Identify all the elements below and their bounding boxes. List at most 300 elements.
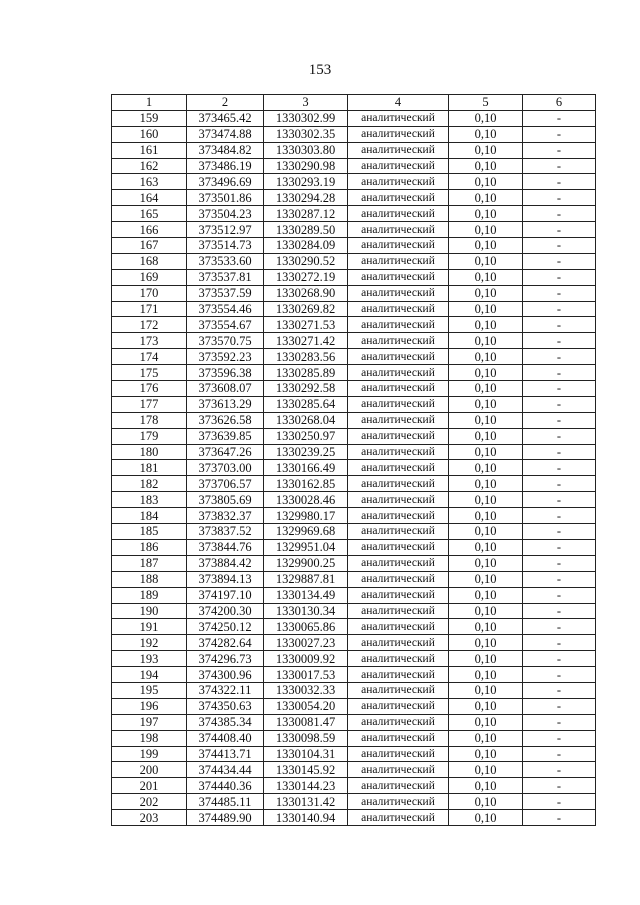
note-cell: - bbox=[523, 539, 596, 555]
note-cell: - bbox=[523, 222, 596, 238]
point-number-cell: 169 bbox=[112, 269, 187, 285]
method-cell: аналитический bbox=[348, 190, 449, 206]
accuracy-cell: 0,10 bbox=[449, 460, 523, 476]
point-number-cell: 172 bbox=[112, 317, 187, 333]
point-number-cell: 167 bbox=[112, 238, 187, 254]
table-row bbox=[112, 301, 596, 317]
point-number-cell: 186 bbox=[112, 539, 187, 555]
point-number-cell: 161 bbox=[112, 142, 187, 158]
accuracy-cell: 0,10 bbox=[449, 508, 523, 524]
table-row bbox=[112, 174, 596, 190]
y-coordinate-cell: 1329980.17 bbox=[264, 508, 348, 524]
note-cell: - bbox=[523, 555, 596, 571]
accuracy-cell: 0,10 bbox=[449, 651, 523, 667]
point-number-cell: 182 bbox=[112, 476, 187, 492]
x-coordinate-cell: 374350.63 bbox=[187, 698, 264, 714]
x-coordinate-cell: 373486.19 bbox=[187, 158, 264, 174]
accuracy-cell: 0,10 bbox=[449, 603, 523, 619]
table-row bbox=[112, 333, 596, 349]
note-cell: - bbox=[523, 285, 596, 301]
note-cell: - bbox=[523, 587, 596, 603]
y-coordinate-cell: 1330290.52 bbox=[264, 253, 348, 269]
table-row bbox=[112, 317, 596, 333]
y-coordinate-cell: 1330271.53 bbox=[264, 317, 348, 333]
point-number-cell: 203 bbox=[112, 810, 187, 826]
x-coordinate-cell: 373639.85 bbox=[187, 428, 264, 444]
accuracy-cell: 0,10 bbox=[449, 396, 523, 412]
method-cell: аналитический bbox=[348, 794, 449, 810]
column-header: 2 bbox=[187, 95, 264, 111]
note-cell: - bbox=[523, 778, 596, 794]
x-coordinate-cell: 374250.12 bbox=[187, 619, 264, 635]
point-number-cell: 180 bbox=[112, 444, 187, 460]
point-number-cell: 173 bbox=[112, 333, 187, 349]
accuracy-cell: 0,10 bbox=[449, 285, 523, 301]
method-cell: аналитический bbox=[348, 619, 449, 635]
y-coordinate-cell: 1330166.49 bbox=[264, 460, 348, 476]
method-cell: аналитический bbox=[348, 301, 449, 317]
method-cell: аналитический bbox=[348, 158, 449, 174]
accuracy-cell: 0,10 bbox=[449, 174, 523, 190]
y-coordinate-cell: 1330144.23 bbox=[264, 778, 348, 794]
note-cell: - bbox=[523, 428, 596, 444]
table-row bbox=[112, 539, 596, 555]
accuracy-cell: 0,10 bbox=[449, 158, 523, 174]
accuracy-cell: 0,10 bbox=[449, 222, 523, 238]
accuracy-cell: 0,10 bbox=[449, 349, 523, 365]
note-cell: - bbox=[523, 746, 596, 762]
x-coordinate-cell: 373501.86 bbox=[187, 190, 264, 206]
x-coordinate-cell: 373805.69 bbox=[187, 492, 264, 508]
note-cell: - bbox=[523, 571, 596, 587]
method-cell: аналитический bbox=[348, 317, 449, 333]
x-coordinate-cell: 374322.11 bbox=[187, 682, 264, 698]
point-number-cell: 197 bbox=[112, 714, 187, 730]
x-coordinate-cell: 373474.88 bbox=[187, 126, 264, 142]
table-row bbox=[112, 428, 596, 444]
note-cell: - bbox=[523, 269, 596, 285]
note-cell: - bbox=[523, 619, 596, 635]
accuracy-cell: 0,10 bbox=[449, 524, 523, 540]
table-row bbox=[112, 381, 596, 397]
table-row bbox=[112, 508, 596, 524]
point-number-cell: 159 bbox=[112, 110, 187, 126]
y-coordinate-cell: 1330283.56 bbox=[264, 349, 348, 365]
x-coordinate-cell: 373537.81 bbox=[187, 269, 264, 285]
point-number-cell: 170 bbox=[112, 285, 187, 301]
x-coordinate-cell: 374489.90 bbox=[187, 810, 264, 826]
point-number-cell: 176 bbox=[112, 381, 187, 397]
x-coordinate-cell: 374408.40 bbox=[187, 730, 264, 746]
y-coordinate-cell: 1330134.49 bbox=[264, 587, 348, 603]
page-number: 153 bbox=[308, 62, 332, 78]
table-row bbox=[112, 444, 596, 460]
accuracy-cell: 0,10 bbox=[449, 444, 523, 460]
x-coordinate-cell: 373512.97 bbox=[187, 222, 264, 238]
table-row bbox=[112, 349, 596, 365]
point-number-cell: 165 bbox=[112, 206, 187, 222]
method-cell: аналитический bbox=[348, 444, 449, 460]
accuracy-cell: 0,10 bbox=[449, 206, 523, 222]
method-cell: аналитический bbox=[348, 714, 449, 730]
column-header: 4 bbox=[348, 95, 449, 111]
method-cell: аналитический bbox=[348, 571, 449, 587]
y-coordinate-cell: 1330294.28 bbox=[264, 190, 348, 206]
x-coordinate-cell: 374413.71 bbox=[187, 746, 264, 762]
note-cell: - bbox=[523, 492, 596, 508]
accuracy-cell: 0,10 bbox=[449, 746, 523, 762]
method-cell: аналитический bbox=[348, 460, 449, 476]
method-cell: аналитический bbox=[348, 285, 449, 301]
table-row bbox=[112, 285, 596, 301]
note-cell: - bbox=[523, 508, 596, 524]
y-coordinate-cell: 1330032.33 bbox=[264, 682, 348, 698]
note-cell: - bbox=[523, 126, 596, 142]
method-cell: аналитический bbox=[348, 412, 449, 428]
accuracy-cell: 0,10 bbox=[449, 778, 523, 794]
x-coordinate-cell: 374300.96 bbox=[187, 667, 264, 683]
table-row bbox=[112, 762, 596, 778]
method-cell: аналитический bbox=[348, 253, 449, 269]
note-cell: - bbox=[523, 238, 596, 254]
y-coordinate-cell: 1330250.97 bbox=[264, 428, 348, 444]
x-coordinate-cell: 373626.58 bbox=[187, 412, 264, 428]
point-number-cell: 201 bbox=[112, 778, 187, 794]
note-cell: - bbox=[523, 206, 596, 222]
point-number-cell: 162 bbox=[112, 158, 187, 174]
method-cell: аналитический bbox=[348, 269, 449, 285]
method-cell: аналитический bbox=[348, 492, 449, 508]
x-coordinate-cell: 373647.26 bbox=[187, 444, 264, 460]
table-row bbox=[112, 142, 596, 158]
x-coordinate-cell: 373570.75 bbox=[187, 333, 264, 349]
accuracy-cell: 0,10 bbox=[449, 714, 523, 730]
x-coordinate-cell: 373894.13 bbox=[187, 571, 264, 587]
table-row bbox=[112, 158, 596, 174]
point-number-cell: 195 bbox=[112, 682, 187, 698]
accuracy-cell: 0,10 bbox=[449, 555, 523, 571]
y-coordinate-cell: 1329900.25 bbox=[264, 555, 348, 571]
method-cell: аналитический bbox=[348, 587, 449, 603]
x-coordinate-cell: 373703.00 bbox=[187, 460, 264, 476]
y-coordinate-cell: 1330268.90 bbox=[264, 285, 348, 301]
table-row bbox=[112, 190, 596, 206]
table-row bbox=[112, 635, 596, 651]
y-coordinate-cell: 1330140.94 bbox=[264, 810, 348, 826]
y-coordinate-cell: 1330289.50 bbox=[264, 222, 348, 238]
table-row bbox=[112, 603, 596, 619]
x-coordinate-cell: 373496.69 bbox=[187, 174, 264, 190]
table-row bbox=[112, 222, 596, 238]
y-coordinate-cell: 1329887.81 bbox=[264, 571, 348, 587]
point-number-cell: 181 bbox=[112, 460, 187, 476]
accuracy-cell: 0,10 bbox=[449, 253, 523, 269]
note-cell: - bbox=[523, 110, 596, 126]
accuracy-cell: 0,10 bbox=[449, 142, 523, 158]
point-number-cell: 199 bbox=[112, 746, 187, 762]
y-coordinate-cell: 1330303.80 bbox=[264, 142, 348, 158]
point-number-cell: 168 bbox=[112, 253, 187, 269]
y-coordinate-cell: 1330065.86 bbox=[264, 619, 348, 635]
point-number-cell: 190 bbox=[112, 603, 187, 619]
x-coordinate-cell: 374197.10 bbox=[187, 587, 264, 603]
x-coordinate-cell: 373592.23 bbox=[187, 349, 264, 365]
table-row bbox=[112, 730, 596, 746]
accuracy-cell: 0,10 bbox=[449, 635, 523, 651]
accuracy-cell: 0,10 bbox=[449, 587, 523, 603]
method-cell: аналитический bbox=[348, 730, 449, 746]
x-coordinate-cell: 373608.07 bbox=[187, 381, 264, 397]
point-number-cell: 198 bbox=[112, 730, 187, 746]
table-row bbox=[112, 571, 596, 587]
method-cell: аналитический bbox=[348, 667, 449, 683]
table-row bbox=[112, 651, 596, 667]
method-cell: аналитический bbox=[348, 762, 449, 778]
x-coordinate-cell: 373533.60 bbox=[187, 253, 264, 269]
method-cell: аналитический bbox=[348, 381, 449, 397]
point-number-cell: 163 bbox=[112, 174, 187, 190]
method-cell: аналитический bbox=[348, 635, 449, 651]
y-coordinate-cell: 1330054.20 bbox=[264, 698, 348, 714]
table-row bbox=[112, 524, 596, 540]
point-number-cell: 185 bbox=[112, 524, 187, 540]
point-number-cell: 175 bbox=[112, 365, 187, 381]
note-cell: - bbox=[523, 698, 596, 714]
note-cell: - bbox=[523, 365, 596, 381]
note-cell: - bbox=[523, 412, 596, 428]
x-coordinate-cell: 374200.30 bbox=[187, 603, 264, 619]
x-coordinate-cell: 373613.29 bbox=[187, 396, 264, 412]
y-coordinate-cell: 1330285.64 bbox=[264, 396, 348, 412]
method-cell: аналитический bbox=[348, 651, 449, 667]
accuracy-cell: 0,10 bbox=[449, 412, 523, 428]
point-number-cell: 194 bbox=[112, 667, 187, 683]
method-cell: аналитический bbox=[348, 174, 449, 190]
accuracy-cell: 0,10 bbox=[449, 365, 523, 381]
note-cell: - bbox=[523, 714, 596, 730]
table-row bbox=[112, 492, 596, 508]
table-row bbox=[112, 238, 596, 254]
y-coordinate-cell: 1330027.23 bbox=[264, 635, 348, 651]
method-cell: аналитический bbox=[348, 746, 449, 762]
note-cell: - bbox=[523, 810, 596, 826]
method-cell: аналитический bbox=[348, 524, 449, 540]
point-number-cell: 187 bbox=[112, 555, 187, 571]
table-row bbox=[112, 396, 596, 412]
y-coordinate-cell: 1330285.89 bbox=[264, 365, 348, 381]
table-row bbox=[112, 126, 596, 142]
table-row bbox=[112, 110, 596, 126]
note-cell: - bbox=[523, 524, 596, 540]
accuracy-cell: 0,10 bbox=[449, 539, 523, 555]
column-header: 5 bbox=[449, 95, 523, 111]
method-cell: аналитический bbox=[348, 222, 449, 238]
y-coordinate-cell: 1330017.53 bbox=[264, 667, 348, 683]
x-coordinate-cell: 373844.76 bbox=[187, 539, 264, 555]
accuracy-cell: 0,10 bbox=[449, 762, 523, 778]
x-coordinate-cell: 373504.23 bbox=[187, 206, 264, 222]
column-header: 1 bbox=[112, 95, 187, 111]
x-coordinate-cell: 373596.38 bbox=[187, 365, 264, 381]
x-coordinate-cell: 373884.42 bbox=[187, 555, 264, 571]
point-number-cell: 171 bbox=[112, 301, 187, 317]
y-coordinate-cell: 1330098.59 bbox=[264, 730, 348, 746]
column-header: 3 bbox=[264, 95, 348, 111]
note-cell: - bbox=[523, 301, 596, 317]
method-cell: аналитический bbox=[348, 698, 449, 714]
point-number-cell: 184 bbox=[112, 508, 187, 524]
method-cell: аналитический bbox=[348, 142, 449, 158]
x-coordinate-cell: 374434.44 bbox=[187, 762, 264, 778]
x-coordinate-cell: 374485.11 bbox=[187, 794, 264, 810]
note-cell: - bbox=[523, 651, 596, 667]
point-number-cell: 178 bbox=[112, 412, 187, 428]
note-cell: - bbox=[523, 762, 596, 778]
note-cell: - bbox=[523, 667, 596, 683]
y-coordinate-cell: 1330131.42 bbox=[264, 794, 348, 810]
point-number-cell: 188 bbox=[112, 571, 187, 587]
note-cell: - bbox=[523, 635, 596, 651]
accuracy-cell: 0,10 bbox=[449, 269, 523, 285]
x-coordinate-cell: 373554.46 bbox=[187, 301, 264, 317]
point-number-cell: 177 bbox=[112, 396, 187, 412]
y-coordinate-cell: 1330302.99 bbox=[264, 110, 348, 126]
point-number-cell: 189 bbox=[112, 587, 187, 603]
x-coordinate-cell: 374282.64 bbox=[187, 635, 264, 651]
method-cell: аналитический bbox=[348, 476, 449, 492]
y-coordinate-cell: 1330293.19 bbox=[264, 174, 348, 190]
table-row bbox=[112, 746, 596, 762]
method-cell: аналитический bbox=[348, 539, 449, 555]
accuracy-cell: 0,10 bbox=[449, 428, 523, 444]
method-cell: аналитический bbox=[348, 126, 449, 142]
table-row bbox=[112, 253, 596, 269]
note-cell: - bbox=[523, 190, 596, 206]
accuracy-cell: 0,10 bbox=[449, 238, 523, 254]
table-row bbox=[112, 810, 596, 826]
note-cell: - bbox=[523, 349, 596, 365]
note-cell: - bbox=[523, 381, 596, 397]
y-coordinate-cell: 1330162.85 bbox=[264, 476, 348, 492]
method-cell: аналитический bbox=[348, 778, 449, 794]
y-coordinate-cell: 1330302.35 bbox=[264, 126, 348, 142]
method-cell: аналитический bbox=[348, 333, 449, 349]
point-number-cell: 192 bbox=[112, 635, 187, 651]
x-coordinate-cell: 373465.42 bbox=[187, 110, 264, 126]
accuracy-cell: 0,10 bbox=[449, 810, 523, 826]
accuracy-cell: 0,10 bbox=[449, 730, 523, 746]
note-cell: - bbox=[523, 794, 596, 810]
point-number-cell: 191 bbox=[112, 619, 187, 635]
accuracy-cell: 0,10 bbox=[449, 381, 523, 397]
accuracy-cell: 0,10 bbox=[449, 667, 523, 683]
table-row bbox=[112, 365, 596, 381]
table-row bbox=[112, 698, 596, 714]
x-coordinate-cell: 373537.59 bbox=[187, 285, 264, 301]
y-coordinate-cell: 1330268.04 bbox=[264, 412, 348, 428]
note-cell: - bbox=[523, 253, 596, 269]
x-coordinate-cell: 374296.73 bbox=[187, 651, 264, 667]
point-number-cell: 200 bbox=[112, 762, 187, 778]
method-cell: аналитический bbox=[348, 349, 449, 365]
x-coordinate-cell: 373837.52 bbox=[187, 524, 264, 540]
note-cell: - bbox=[523, 460, 596, 476]
note-cell: - bbox=[523, 730, 596, 746]
point-number-cell: 183 bbox=[112, 492, 187, 508]
x-coordinate-cell: 374385.34 bbox=[187, 714, 264, 730]
y-coordinate-cell: 1330290.98 bbox=[264, 158, 348, 174]
note-cell: - bbox=[523, 396, 596, 412]
accuracy-cell: 0,10 bbox=[449, 110, 523, 126]
y-coordinate-cell: 1330104.31 bbox=[264, 746, 348, 762]
point-number-cell: 193 bbox=[112, 651, 187, 667]
table-row bbox=[112, 206, 596, 222]
accuracy-cell: 0,10 bbox=[449, 126, 523, 142]
note-cell: - bbox=[523, 603, 596, 619]
point-number-cell: 179 bbox=[112, 428, 187, 444]
y-coordinate-cell: 1329969.68 bbox=[264, 524, 348, 540]
accuracy-cell: 0,10 bbox=[449, 333, 523, 349]
x-coordinate-cell: 373706.57 bbox=[187, 476, 264, 492]
note-cell: - bbox=[523, 476, 596, 492]
table-body bbox=[112, 110, 596, 825]
method-cell: аналитический bbox=[348, 365, 449, 381]
column-header: 6 bbox=[523, 95, 596, 111]
table-row bbox=[112, 794, 596, 810]
accuracy-cell: 0,10 bbox=[449, 794, 523, 810]
method-cell: аналитический bbox=[348, 603, 449, 619]
point-number-cell: 174 bbox=[112, 349, 187, 365]
table-row bbox=[112, 587, 596, 603]
point-number-cell: 164 bbox=[112, 190, 187, 206]
note-cell: - bbox=[523, 142, 596, 158]
y-coordinate-cell: 1330269.82 bbox=[264, 301, 348, 317]
table-row bbox=[112, 714, 596, 730]
note-cell: - bbox=[523, 317, 596, 333]
accuracy-cell: 0,10 bbox=[449, 476, 523, 492]
point-number-cell: 202 bbox=[112, 794, 187, 810]
table-row bbox=[112, 460, 596, 476]
y-coordinate-cell: 1330272.19 bbox=[264, 269, 348, 285]
y-coordinate-cell: 1330271.42 bbox=[264, 333, 348, 349]
y-coordinate-cell: 1330145.92 bbox=[264, 762, 348, 778]
y-coordinate-cell: 1330130.34 bbox=[264, 603, 348, 619]
accuracy-cell: 0,10 bbox=[449, 317, 523, 333]
y-coordinate-cell: 1330284.09 bbox=[264, 238, 348, 254]
note-cell: - bbox=[523, 682, 596, 698]
method-cell: аналитический bbox=[348, 682, 449, 698]
accuracy-cell: 0,10 bbox=[449, 190, 523, 206]
method-cell: аналитический bbox=[348, 428, 449, 444]
table-row bbox=[112, 667, 596, 683]
accuracy-cell: 0,10 bbox=[449, 492, 523, 508]
table-row bbox=[112, 476, 596, 492]
accuracy-cell: 0,10 bbox=[449, 301, 523, 317]
note-cell: - bbox=[523, 174, 596, 190]
note-cell: - bbox=[523, 333, 596, 349]
x-coordinate-cell: 374440.36 bbox=[187, 778, 264, 794]
table-row bbox=[112, 412, 596, 428]
x-coordinate-cell: 373554.67 bbox=[187, 317, 264, 333]
y-coordinate-cell: 1330292.58 bbox=[264, 381, 348, 397]
point-number-cell: 160 bbox=[112, 126, 187, 142]
point-number-cell: 166 bbox=[112, 222, 187, 238]
y-coordinate-cell: 1330081.47 bbox=[264, 714, 348, 730]
method-cell: аналитический bbox=[348, 810, 449, 826]
note-cell: - bbox=[523, 444, 596, 460]
table-row bbox=[112, 778, 596, 794]
y-coordinate-cell: 1330028.46 bbox=[264, 492, 348, 508]
